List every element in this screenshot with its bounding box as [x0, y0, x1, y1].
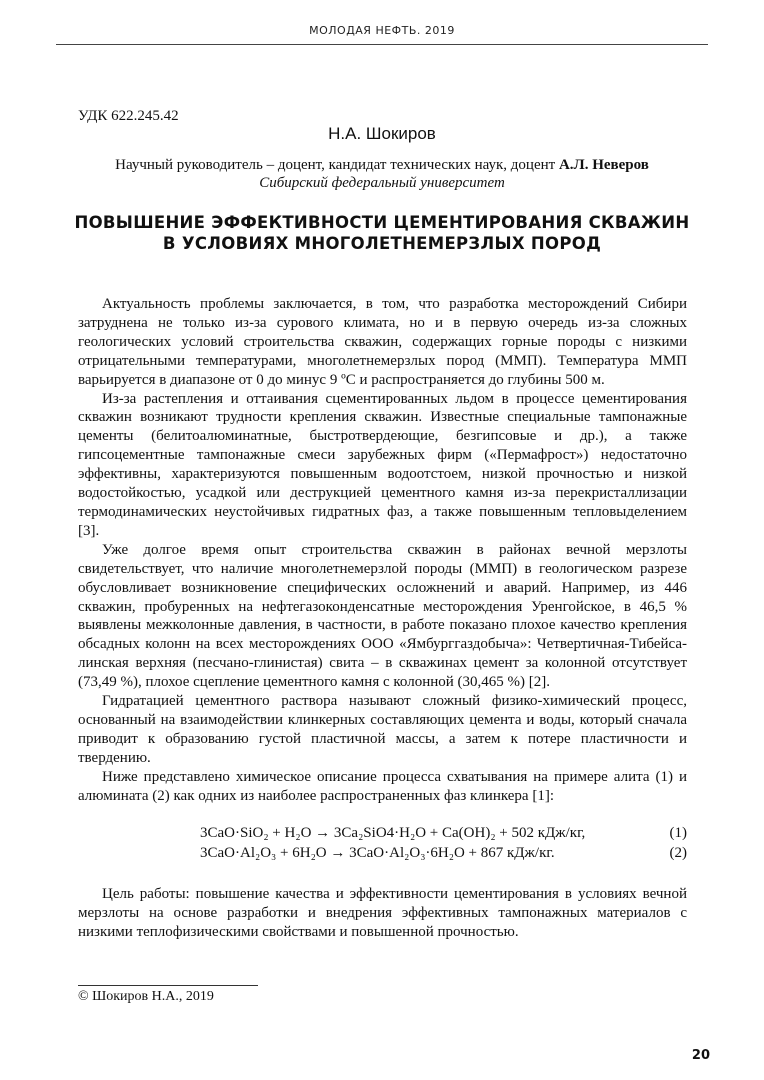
- paragraph: Ниже представлено химическое описание процесса схватывания на примере алита (1) и алюмината (2) как одних из наиболее распространенных фаз клинкера [1]:: [78, 768, 687, 804]
- title-line-2: В УСЛОВИЯХ МНОГОЛЕТНЕМЕРЗЛЫХ ПОРОД: [162, 234, 602, 253]
- paragraph: Уже долгое время опыт строительства скважин в районах вечной мерзлоты свидетельствует, что наличие многолетнемерзлой породы (ММП) в геологическом разрезе обусловливает возникновение специфических осложнений и аварий. Например, из 446 скважин, пробуренных на нефтегазоконденсатные месторождения Уренгойское, в 46,5 % выявлены межколонные давления, в частности, в работе показано плохое качество крепления обсадных колонн на всех месторождениях ООО «Ямбурггаздобыча»: Четвертичная-Тибейса-линская верхняя (песчано-глинистая) свита – в скважинах цемент за колонной отсутствует (73,49 %), плохое сцепление цементного камня с колонной (30,465 %) [2].: [78, 541, 687, 691]
- paragraph: Актуальность проблемы заключается, в том, что разработка месторождений Сибири затруднена не только из-за сурового климата, но и в первую очередь из-за сложных геологических условий строительства скважин, содержащих горные породы с низкими отрицательными температурами, многолетнемерзлых пород (ММП). Температура ММП варьируется в диапазоне от 0 до минус 9 ºС и распространяется до глубины 500 м.: [78, 296, 687, 388]
- running-head: МОЛОДАЯ НЕФТЬ. 2019: [309, 24, 455, 37]
- author-name: Н.А. Шокиров: [328, 124, 436, 143]
- paragraph: Из-за растепления и оттаивания сцементированных льдом в процессе цементирования скважин возникают трудности крепления скважин. Известные специальные тампонажные цементы (белитоалюминатные, быстротвердеющие, безгипсовые и др.), а также гипсоцементные тампонажные смеси зарубежных фирм («Пермафрост») недостаточно эффективны, характеризуются повышенным водоотстоем, низкой прочностью и низкой водостойкостью, усадкой или деструкцией цементного камня из-за перекристаллизации термодинамических неустойчивых гидратных фаз, а также повышенным тепловыделением [3].: [78, 390, 687, 539]
- title-line-1: ПОВЫШЕНИЕ ЭФФЕКТИВНОСТИ ЦЕМЕНТИРОВАНИЯ СКВАЖИН: [74, 213, 690, 232]
- equation-number: (1): [669, 825, 687, 842]
- body-text: [78, 295, 687, 942]
- paragraph: Гидратацией цементного раствора называют сложный физико-химический процесс, основанный на взаимодействии клинкерных составляющих цемента и воды, который сначала приводит к образованию густой пластичной массы, а затем к потере пластичности и твердению.: [78, 693, 687, 766]
- equation-row: [78, 823, 687, 843]
- copyright-footnote: © Шокиров Н.А., 2019: [78, 989, 214, 1004]
- affiliation: Сибирский федеральный университет: [259, 175, 505, 191]
- equation-text: 3CaO·Al₂O₃ + 6H₂O → 3CaO·Al₂O₃·6H₂O + 867 кДж/кг.: [200, 845, 555, 862]
- equation-row: [78, 843, 687, 863]
- page-number: 20: [691, 1048, 710, 1063]
- goal-paragraph: Цель работы: повышение качества и эффективности цементирования в условиях вечной мерзлоты на основе разработки и внедрения эффективных тампонажных материалов с низкими теплофизическими свойствами и повышенной прочностью.: [78, 886, 687, 941]
- paper-title: [60, 212, 704, 254]
- supervisor-name: А.Л. Неверов: [558, 157, 649, 173]
- equations: [78, 823, 687, 863]
- supervisor-line: [0, 157, 764, 174]
- equation-text: 3CaO·SiO₂ + H₂O → 3Ca₂SiO4·H₂O + Ca(OH)₂ + 502 кДж/кг,: [200, 825, 586, 842]
- footnote-rule: [78, 985, 258, 986]
- equation-number: (2): [669, 845, 687, 862]
- supervisor-prefix: Научный руководитель – доцент, кандидат технических наук, доцент: [115, 157, 559, 173]
- header-rule: [56, 44, 708, 45]
- udk-code: УДК 622.245.42: [78, 108, 179, 124]
